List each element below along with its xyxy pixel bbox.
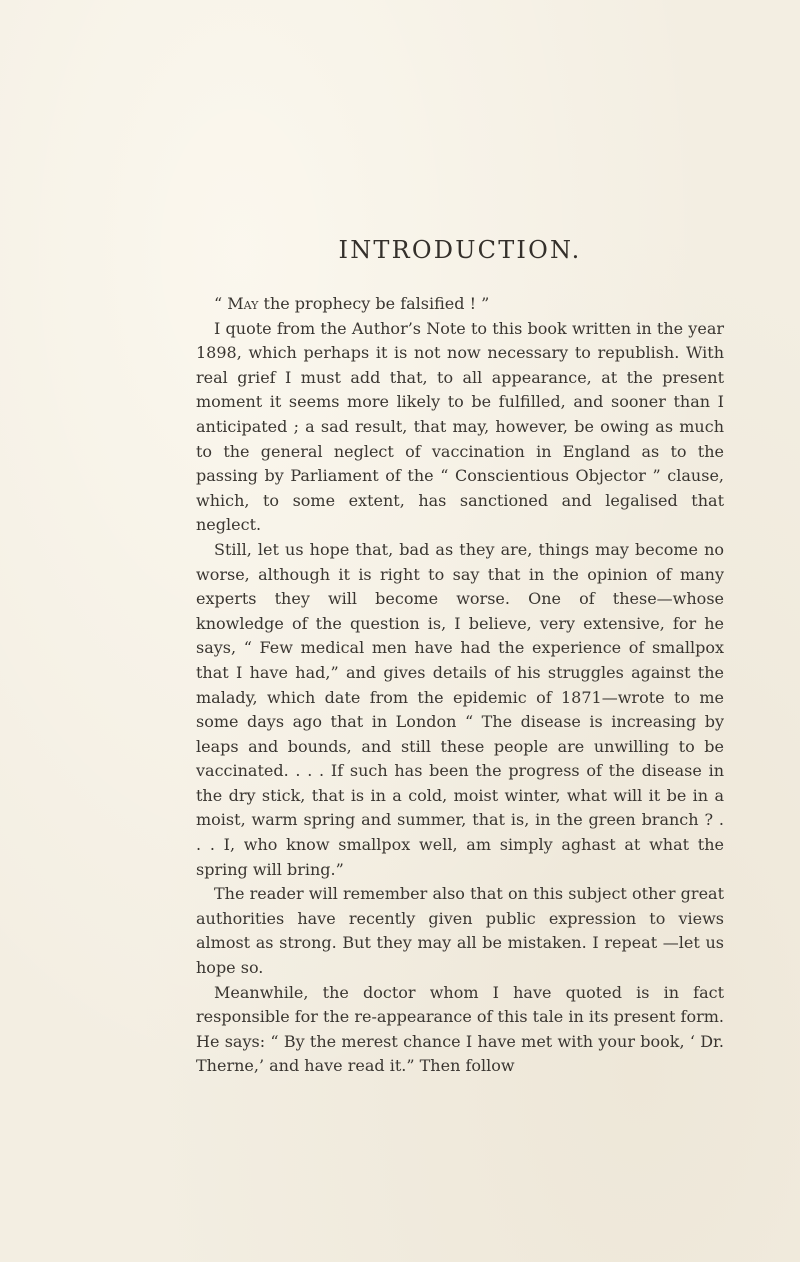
paragraph-3: Still, let us hope that, bad as they are, things may become no worse, although it is right to say that in the opinion of many experts they will become worse. One of these—whose knowledge of the question is, I believe, very extensive, for he says, “ Few medical men have had the experience of smallpox that I have had,” and gives details of his struggles against the malady, which date from the epidemic of 1871—wrote to me some days ago that in London “ The disease is increasing by leaps and bounds, and still these people are unwilling to be vaccinated. . . . If such has been the progress of the disease in the dry stick, that is in a cold, moist winter, what will it be in a moist, warm spring and summer, that is, in the green branch ? . . . I, who know smallpox well, am simply aghast at what the spring will bring.” (196, 539, 724, 879)
paragraph-1-text: the prophecy be falsified ! ” (258, 294, 490, 313)
paragraph-1 (196, 292, 724, 317)
paragraph-5: Meanwhile, the doctor whom I have quoted is in fact responsible for the re-appearance of this tale in its present form. He says: “ By the merest chance I have met with your book, ‘ Dr. Therne,’ and have read it.” Then follow (196, 982, 724, 1076)
paragraph-4: The reader will remember also that on this subject other great authorities have recently given public expression to views almost as strong. But they may all be mistaken. I repeat —let us hope so. (196, 884, 724, 978)
paragraph-2: I quote from the Author’s Note to this book written in the year 1898, which perhaps it is not now necessary to republish. With real grief I must add that, to all appearance, at the present moment it seems more likely to be fulfilled, and sooner than I anticipated ; a sad result, that may, however, be owing as much to the general neglect of vaccination in England as to the passing by Parliament of the “ Conscientious Objector ” clause, which, to some extent, has sanctioned and legalised that neglect. (196, 318, 724, 535)
body-text (196, 292, 724, 1079)
paragraph-1-lead: “ May (214, 294, 259, 313)
chapter-heading: INTRODUCTION. (338, 236, 582, 264)
